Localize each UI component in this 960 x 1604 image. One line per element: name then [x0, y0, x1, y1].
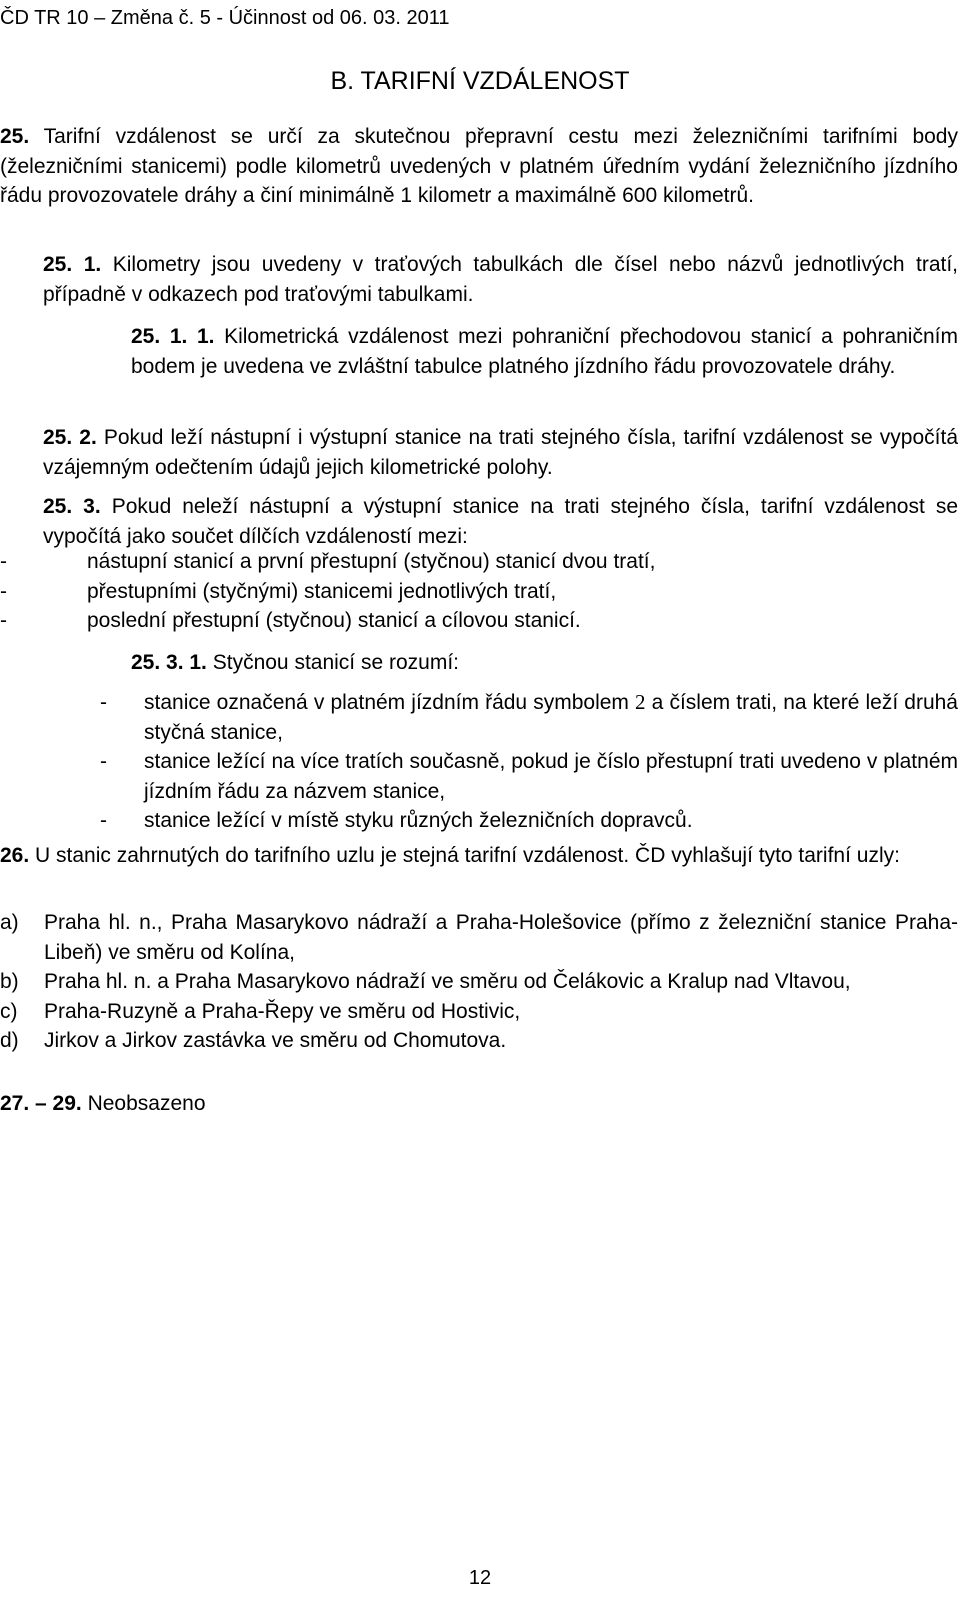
page-number: 12: [468, 1567, 492, 1589]
list-item-text: přestupními (styčnými) stanicemi jednotlivých tratí,: [87, 579, 557, 603]
list-dash: -: [0, 579, 7, 603]
list-item: [0, 967, 958, 997]
list-item: [0, 606, 958, 636]
list-item-text: Praha hl. n. a Praha Masarykovo nádraží ve směru od Čelákovic a Kralup nad Vltavou,: [44, 970, 851, 993]
paragraph-number: 25. 1. 1.: [131, 325, 215, 348]
list-item-text: stanice ležící v místě styku různých železničních dopravců.: [144, 809, 693, 832]
list-item: [100, 806, 958, 836]
paragraph-25-3: [43, 492, 958, 551]
paragraph-text: Tarifní vzdálenost se určí za skutečnou přepravní cestu mezi železničními tarifními body (železničními stanicemi) podle kilometrů uvedených v platném úředním vydání železničního jízdního řádu provozovatele dráhy a činí minimálně 1 kilometr a maximálně 600 kilometrů.: [0, 125, 958, 207]
paragraph-text: Kilometrická vzdálenost mezi pohraniční přechodovou stanicí a pohraničním bodem je uvedena ve zvláštní tabulce platného jízdního řádu provozovatele dráhy.: [131, 325, 958, 378]
list-item: [0, 1026, 958, 1056]
paragraph-number: 25. 1.: [43, 253, 102, 276]
list-item: [100, 688, 958, 747]
list-item-text: stanice ležící na více tratích současně, pokud je číslo přestupní trati uvedeno v platném jízdním řádu za názvem stanice,: [144, 750, 958, 803]
list-item-text: Praha hl. n., Praha Masarykovo nádraží a Praha-Holešovice (přímo z železniční stanice Praha-Libeň) ve směru od Kolína,: [44, 911, 958, 964]
list-dash: -: [0, 609, 7, 632]
list-item-text: nástupní stanicí a první přestupní (styčnou) stanicí dvou tratí,: [87, 550, 656, 573]
list-item-text: a číslem trati, na které leží druhá styčná stanice,: [144, 691, 958, 744]
paragraph-25-2: [43, 423, 958, 482]
tariff-node-list: [0, 908, 958, 1056]
paragraph-number: 25. 3.: [43, 495, 101, 518]
paragraph-25: [0, 122, 958, 211]
list-item-text: stanice označená v platném jízdním řádu symbolem: [144, 691, 629, 714]
paragraph-text: Styčnou stanicí se rozumí:: [212, 651, 460, 674]
paragraph-number: 26.: [0, 844, 30, 867]
distance-list: [0, 547, 958, 636]
paragraph-26: [0, 841, 958, 871]
paragraph-number: 25.: [0, 125, 30, 148]
paragraph-text: Neobsazeno: [87, 1092, 206, 1115]
page-header: ČD TR 10 – Změna č. 5 - Účinnost od 06. 03. 2011: [0, 7, 450, 29]
list-item: [0, 908, 958, 967]
list-item: [0, 577, 958, 607]
list-dash: -: [100, 691, 107, 714]
list-dash: -: [100, 750, 107, 773]
paragraph-text: U stanic zahrnutých do tarifního uzlu je stejná tarifní vzdálenost. ČD vyhlašují tyto tarifní uzly:: [35, 844, 900, 867]
list-dash: -: [0, 550, 7, 573]
junction-list: [100, 688, 958, 836]
list-item-text: poslední přestupní (styčnou) stanicí a cílovou stanicí.: [87, 609, 581, 632]
list-label: c): [0, 999, 18, 1023]
list-item-text: Praha-Ruzyně a Praha-Řepy ve směru od Hostivic,: [44, 999, 521, 1023]
list-dash: -: [100, 809, 107, 832]
paragraph-text: Pokud leží nástupní i výstupní stanice na trati stejného čísla, tarifní vzdálenost se vypočítá vzájemným odečtením údajů jejich kilometrické polohy.: [43, 426, 959, 479]
junction-symbol: 2: [635, 690, 646, 714]
list-label: b): [0, 970, 19, 993]
paragraph-25-1-1: [131, 322, 958, 381]
paragraph-25-1: [43, 250, 958, 309]
paragraph-number: 25. 3. 1.: [131, 651, 207, 674]
list-item: [0, 997, 958, 1027]
paragraph-number: 27. – 29.: [0, 1092, 82, 1115]
list-label: a): [0, 911, 19, 934]
list-item: [0, 547, 958, 577]
section-title: B. TARIFNÍ VZDÁLENOST: [330, 67, 630, 95]
paragraph-text: Pokud neleží nástupní a výstupní stanice na trati stejného čísla, tarifní vzdálenost se vypočítá jako součet dílčích vzdáleností mezi:: [43, 495, 958, 548]
paragraph-25-3-1: [131, 648, 958, 678]
paragraph-text: Kilometry jsou uvedeny v traťových tabulkách dle čísel nebo názvů jednotlivých tratí, případně v odkazech pod traťovými tabulkami.: [43, 253, 959, 306]
list-item: [100, 747, 958, 806]
list-label: d): [0, 1029, 19, 1052]
list-item-text: Jirkov a Jirkov zastávka ve směru od Chomutova.: [44, 1029, 507, 1052]
paragraph-number: 25. 2.: [43, 426, 97, 449]
paragraph-27-29: [0, 1089, 958, 1119]
